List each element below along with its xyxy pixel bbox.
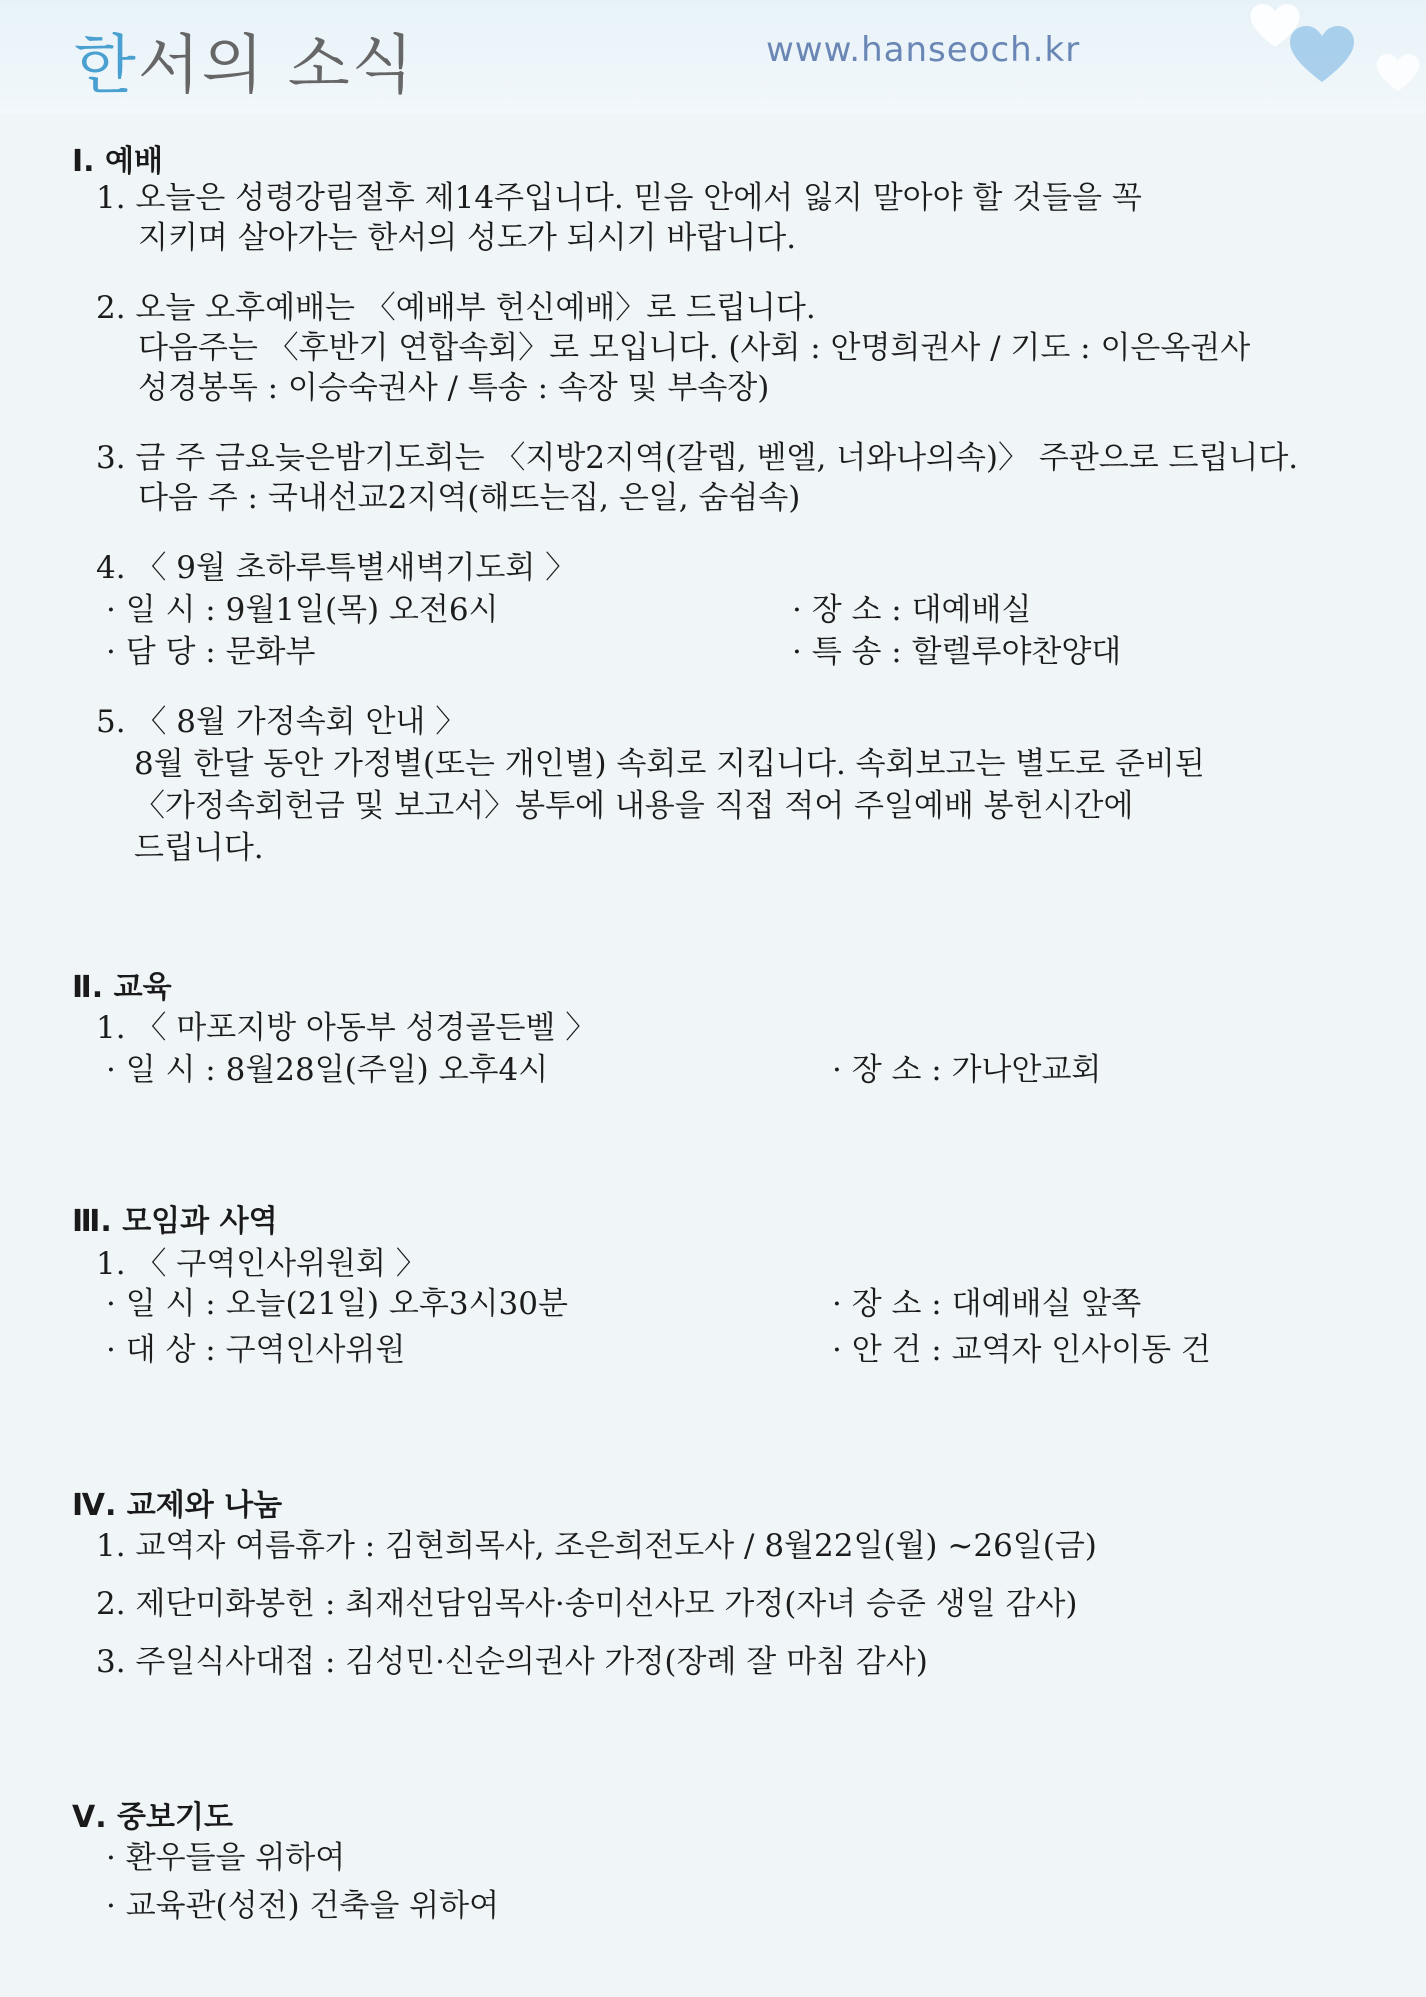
list-item: 3. 주일식사대접 : 김성민·신순의권사 가정(장례 잘 마침 감사)	[96, 1644, 928, 1680]
list-item: 8월 한달 동안 가정별(또는 개인별) 속회로 지킵니다. 속회보고는 별도로 준비된	[134, 746, 1205, 782]
list-item: 2. 오늘 오후예배는 〈예배부 헌신예배〉로 드립니다.	[96, 290, 816, 326]
list-item: 1. 교역자 여름휴가 : 김현희목사, 조은희전도사 / 8월22일(월) ~26일(금)	[96, 1528, 1097, 1564]
list-item: 1. 오늘은 성령강림절후 제14주입니다. 믿음 안에서 잃지 말아야 할 것들을 꼭	[96, 180, 1142, 216]
heart-icon	[1250, 4, 1300, 50]
list-item: 드립니다.	[134, 830, 264, 866]
list-item: 다음 주 : 국내선교2지역(해뜨는집, 은일, 숨쉼속)	[138, 480, 801, 516]
newsletter-header	[0, 0, 1426, 114]
heart-icon	[1376, 54, 1420, 94]
list-item: · 장 소 : 대예배실 앞쪽	[832, 1286, 1142, 1322]
list-item: · 일 시 : 오늘(21일) 오후3시30분	[106, 1286, 568, 1322]
list-item: · 환우들을 위하여	[106, 1840, 346, 1876]
list-item: 5. 〈 8월 가정속회 안내 〉	[96, 704, 467, 740]
list-item: 4. 〈 9월 초하루특별새벽기도회 〉	[96, 550, 577, 586]
list-item: · 담 당 : 문화부	[106, 634, 316, 670]
list-item: · 대 상 : 구역인사위원	[106, 1332, 406, 1368]
list-item: · 일 시 : 9월1일(목) 오전6시	[106, 592, 499, 628]
list-item: 1. 〈 마포지방 아동부 성경골든벨 〉	[96, 1010, 597, 1046]
list-item: 지키며 살아가는 한서의 성도가 되시기 바랍니다.	[138, 220, 797, 256]
list-item: 1. 〈 구역인사위원회 〉	[96, 1246, 427, 1282]
section-title-worship: Ⅰ. 예배	[72, 144, 163, 179]
newsletter-title: 한서의 소식	[74, 29, 416, 103]
list-item: 3. 금 주 금요늦은밤기도회는 〈지방2지역(갈렙, 벧엘, 너와나의속)〉 주관으로 드립니다.	[96, 440, 1299, 476]
website-url[interactable]: www.hanseoch.kr	[766, 30, 1081, 70]
section-title-prayer: Ⅴ. 중보기도	[72, 1800, 233, 1835]
list-item: 〈가정속회헌금 및 보고서〉봉투에 내용을 직접 적어 주일예배 봉헌시간에	[134, 788, 1134, 824]
list-item: · 특 송 : 할렐루야찬양대	[792, 634, 1122, 670]
list-item: 성경봉독 : 이승숙권사 / 특송 : 속장 및 부속장)	[138, 370, 770, 406]
announcements	[0, 114, 1426, 1997]
list-item: 2. 제단미화봉헌 : 최재선담임목사·송미선사모 가정(자녀 승준 생일 감사)	[96, 1586, 1078, 1622]
list-item: · 일 시 : 8월28일(주일) 오후4시	[106, 1052, 549, 1088]
section-title-gathering: Ⅲ. 모임과 사역	[72, 1204, 278, 1239]
list-item: · 장 소 : 대예배실	[792, 592, 1032, 628]
section-title-education: Ⅱ. 교육	[72, 970, 172, 1005]
list-item: · 교육관(성전) 건축을 위하여	[106, 1888, 500, 1924]
list-item: · 안 건 : 교역자 인사이동 건	[832, 1332, 1211, 1368]
list-item: · 장 소 : 가나안교회	[832, 1052, 1102, 1088]
section-title-fellowship: Ⅳ. 교제와 나눔	[72, 1488, 283, 1523]
list-item: 다음주는 〈후반기 연합속회〉로 모입니다. (사회 : 안명희권사 / 기도 : 이은옥권사	[138, 330, 1251, 366]
